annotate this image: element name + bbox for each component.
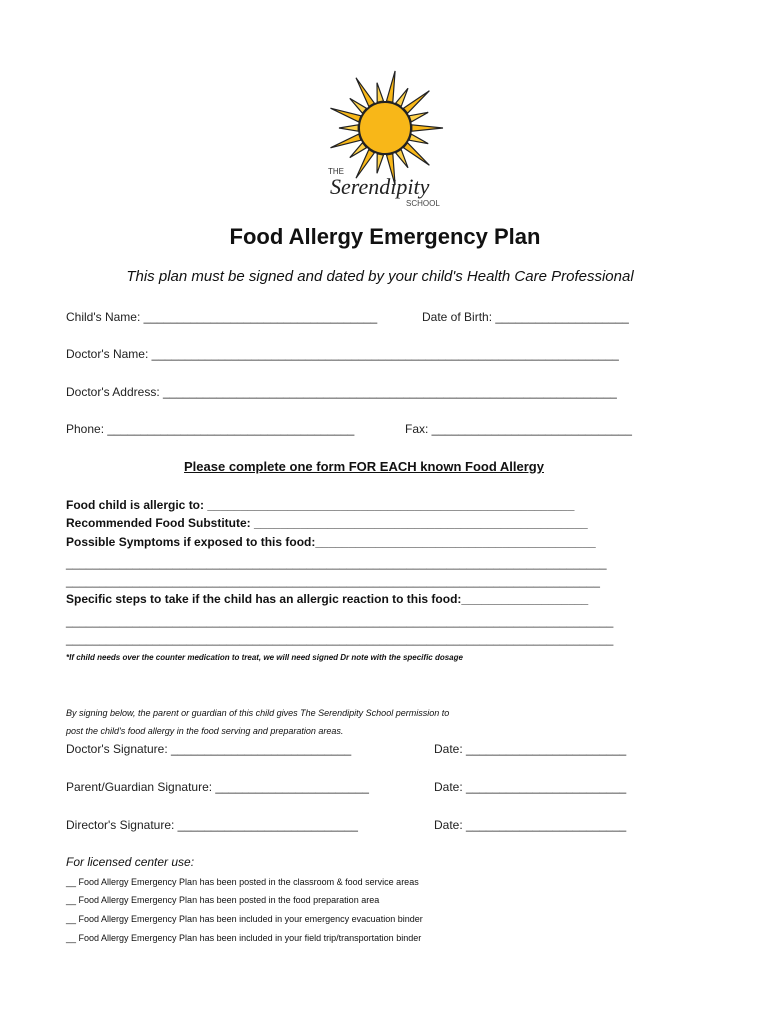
logo-serendipity: Serendipity xyxy=(330,174,430,199)
sun-ray xyxy=(396,88,408,106)
sun-ray xyxy=(404,91,430,114)
sun-ray xyxy=(404,143,430,166)
logo-the: THE xyxy=(328,167,344,176)
steps-line-1[interactable]: __________________________________________________________________________________ xyxy=(66,614,614,628)
licensed-check-3[interactable]: __ Food Allergy Emergency Plan has been included in your emergency evacuation binder xyxy=(66,914,423,924)
serendipity-school-logo xyxy=(300,66,470,226)
sun-ray xyxy=(396,150,408,168)
childs-name-field[interactable]: Child's Name: ___________________________________ xyxy=(66,310,378,324)
sun-ray xyxy=(339,125,358,131)
consent-line-1: By signing below, the parent or guardian of this child gives The Serendipity School permission to xyxy=(66,708,450,718)
fax-field[interactable]: Fax: ______________________________ xyxy=(405,422,632,436)
doctors-address-field[interactable]: Doctor's Address: ____________________________________________________________________ xyxy=(66,385,617,399)
logo-school: SCHOOL xyxy=(406,199,440,208)
symptoms-line-1[interactable]: _________________________________________________________________________________ xyxy=(66,556,607,570)
sun-core xyxy=(359,102,411,154)
sun-ray xyxy=(331,134,361,148)
sun-ray xyxy=(356,78,374,107)
consent-line-2: post the child's food allergy in the food serving and preparation areas. xyxy=(66,726,344,736)
section-heading: Please complete one form FOR EACH known Food Allergy xyxy=(184,459,544,474)
specific-steps-field[interactable]: Specific steps to take if the child has an allergic reaction to this food:___________________ xyxy=(66,592,589,606)
doctor-signature-field[interactable]: Doctor's Signature: ___________________________ xyxy=(66,742,352,756)
sun-ray xyxy=(331,108,361,122)
sun-ray xyxy=(377,154,384,174)
date-of-birth-field[interactable]: Date of Birth: ____________________ xyxy=(422,310,629,324)
symptoms-line-2[interactable]: ________________________________________________________________________________ xyxy=(66,574,600,588)
licensed-check-1[interactable]: __ Food Allergy Emergency Plan has been posted in the classroom & food service areas xyxy=(66,877,419,887)
sun-ray xyxy=(409,134,428,144)
page-subtitle: This plan must be signed and dated by your child's Health Care Professional xyxy=(126,268,634,285)
sun-ray xyxy=(412,125,443,131)
sun-ray xyxy=(387,71,396,102)
sun-ray xyxy=(350,98,367,113)
allergic-to-field[interactable]: Food child is allergic to: _______________________________________________________ xyxy=(66,498,575,512)
director-signature-field[interactable]: Director's Signature: ___________________________ xyxy=(66,818,358,832)
parent-date-field[interactable]: Date: ________________________ xyxy=(434,780,627,794)
director-date-field[interactable]: Date: ________________________ xyxy=(434,818,627,832)
sun-ray xyxy=(350,143,367,158)
licensed-check-2[interactable]: __ Food Allergy Emergency Plan has been posted in the food preparation area xyxy=(66,895,380,905)
sun-ray xyxy=(377,83,384,103)
licensed-check-4[interactable]: __ Food Allergy Emergency Plan has been included in your field trip/transportation binder xyxy=(66,933,422,943)
symptoms-field[interactable]: Possible Symptoms if exposed to this food:__________________________________________ xyxy=(66,535,596,549)
phone-field[interactable]: Phone: _____________________________________ xyxy=(66,422,355,436)
licensed-heading: For licensed center use: xyxy=(66,855,195,869)
medication-note: *If child needs over the counter medication to treat, we will need signed Dr note with the specific dosage xyxy=(66,653,463,662)
steps-line-2[interactable]: __________________________________________________________________________________ xyxy=(66,632,614,646)
food-substitute-field[interactable]: Recommended Food Substitute: __________________________________________________ xyxy=(66,516,588,530)
parent-signature-field[interactable]: Parent/Guardian Signature: _______________________ xyxy=(66,780,369,794)
doctor-date-field[interactable]: Date: ________________________ xyxy=(434,742,627,756)
sun-ray xyxy=(409,112,428,122)
page-title: Food Allergy Emergency Plan xyxy=(229,224,541,249)
doctors-name-field[interactable]: Doctor's Name: ______________________________________________________________________ xyxy=(66,347,619,361)
